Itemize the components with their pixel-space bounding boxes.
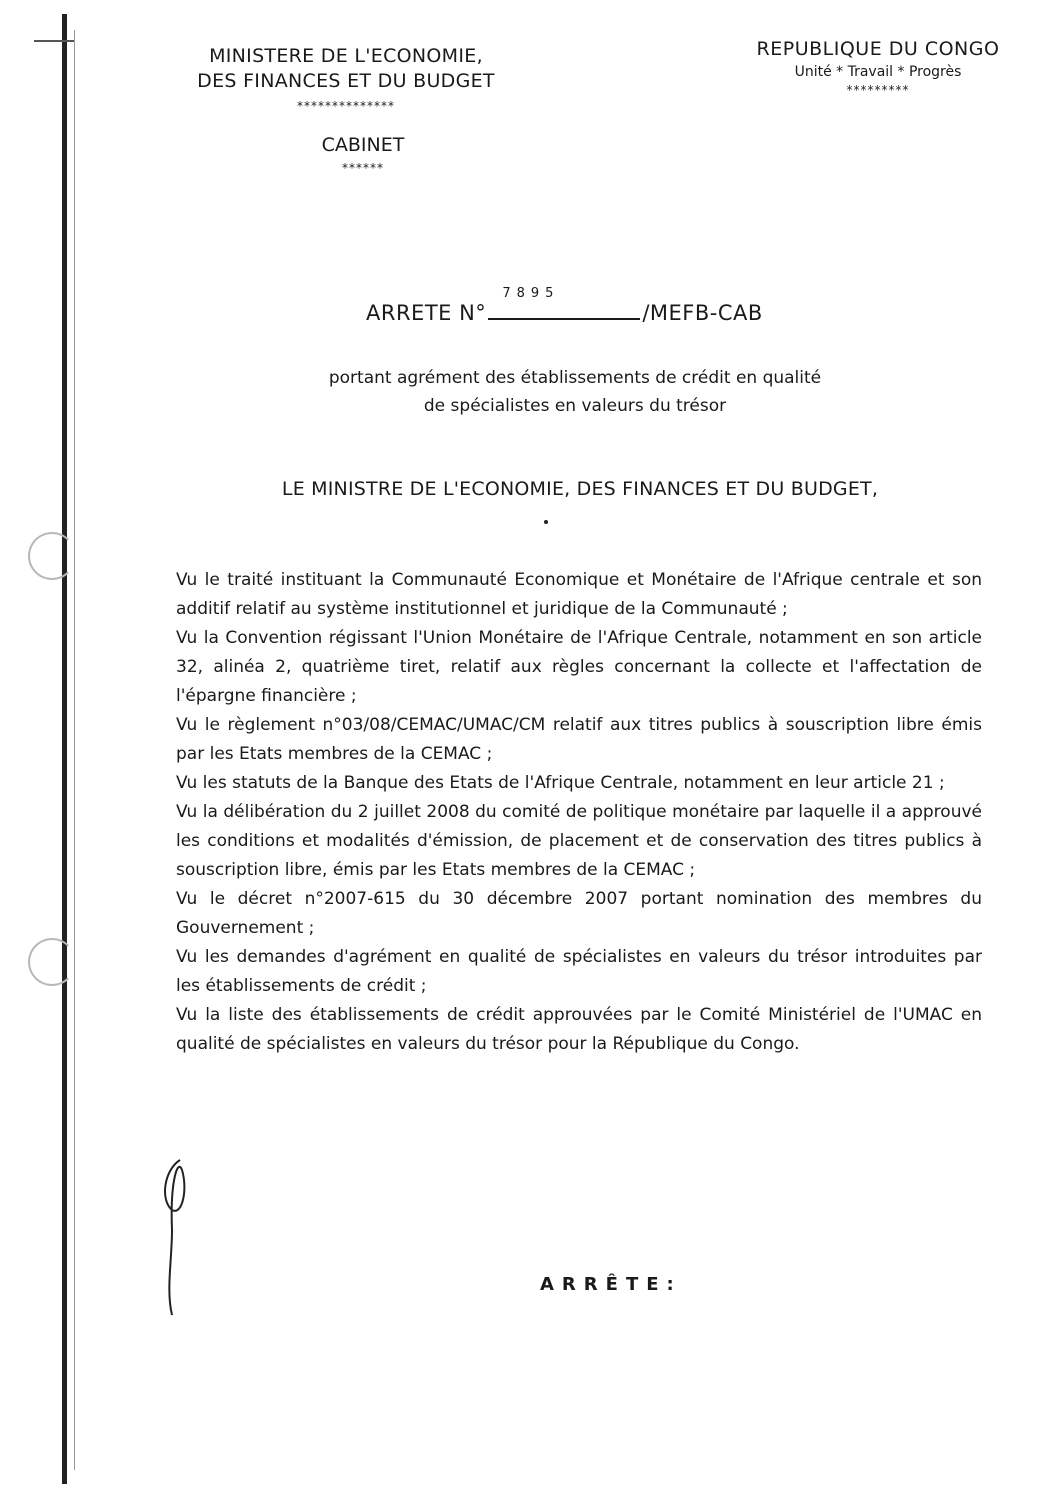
visa-paragraph: Vu les statuts de la Banque des Etats de l'Afrique Centrale, notamment en leur article 21 ; — [176, 773, 945, 793]
ministry-separator: ************** — [297, 99, 395, 113]
cabinet-label: CABINET — [321, 134, 405, 156]
minister-heading: LE MINISTRE DE L'ECONOMIE, DES FINANCES ET DU BUDGET, — [281, 478, 879, 500]
punch-hole — [28, 938, 76, 986]
republic-motto: Unité * Travail * Progrès — [794, 64, 962, 80]
arrete-subject — [220, 364, 930, 420]
republic-header — [738, 38, 1018, 96]
arrete-number-field — [488, 286, 640, 320]
subject-line-2: de spécialistes en valeurs du trésor — [423, 396, 727, 416]
republic-name: REPUBLIQUE DU CONGO — [756, 38, 1000, 60]
ministry-line-1: MINISTERE DE L'ECONOMIE, — [209, 45, 483, 67]
visa-paragraph: Vu la Convention régissant l'Union Monétaire de l'Afrique Centrale, notamment en son article 32, alinéa 2, quatrième tiret, relatif aux règles concernant la collecte et l'affectation de l'épargne financière ; — [176, 628, 982, 706]
arrete-title — [366, 286, 763, 325]
cabinet-separator: ****** — [342, 161, 384, 175]
initials-mark — [150, 1150, 210, 1320]
visa-paragraph: Vu la délibération du 2 juillet 2008 du comité de politique monétaire par laquelle il a approuvé les conditions et modalités d'émission, de placement et de conservation des titres publics à souscription libre, émis par les Etats membres de la CEMAC ; — [176, 802, 982, 880]
visa-paragraph: Vu le règlement n°03/08/CEMAC/UMAC/CM relatif aux titres publics à souscription libre émis par les Etats membres de la CEMAC ; — [176, 715, 982, 764]
punch-hole — [28, 532, 76, 580]
visas-list — [176, 566, 982, 1059]
scan-dot — [544, 520, 548, 524]
arrete-prefix: ARRETE N° — [366, 301, 487, 325]
ministry-header — [150, 44, 542, 112]
scan-binding-line — [62, 14, 67, 1484]
subject-line-1: portant agrément des établissements de crédit en qualité — [328, 368, 822, 388]
visa-paragraph: Vu le traité instituant la Communauté Economique et Monétaire de l'Afrique centrale et son additif relatif au système institutionnel et juridique de la Communauté ; — [176, 570, 982, 619]
visa-paragraph: Vu la liste des établissements de crédit approuvées par le Comité Ministériel de l'UMAC en qualité de spécialistes en valeurs du trésor pour la République du Congo. — [176, 1005, 982, 1054]
scan-mark — [34, 40, 74, 42]
visa-paragraph: Vu les demandes d'agrément en qualité de spécialistes en valeurs du trésor introduites par les établissements de crédit ; — [176, 947, 982, 996]
ministry-line-2: DES FINANCES ET DU BUDGET — [197, 70, 495, 92]
arrete-number: 7895 — [502, 286, 560, 301]
arrete-decision-heading: ARRÊTE: — [540, 1274, 682, 1295]
cabinet-header — [278, 134, 448, 174]
scan-binding-shadow — [74, 30, 75, 1470]
arrete-suffix: /MEFB-CAB — [642, 301, 763, 325]
visa-paragraph: Vu le décret n°2007-615 du 30 décembre 2007 portant nomination des membres du Gouvernement ; — [176, 889, 982, 938]
republic-separator: ********* — [846, 83, 910, 97]
